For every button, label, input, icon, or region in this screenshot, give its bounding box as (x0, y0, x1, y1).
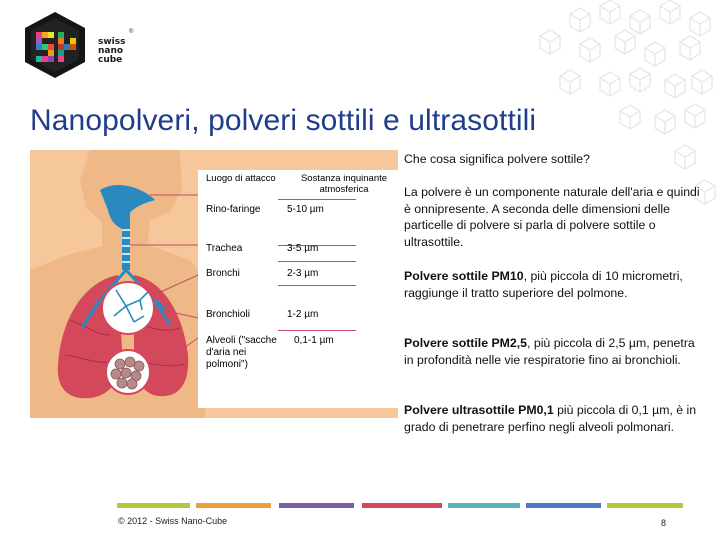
pm10-label: Polvere sottile PM10 (404, 269, 524, 283)
footer-bar-teal (448, 503, 520, 508)
legend-size: 1-2 µm (287, 309, 319, 320)
intro-paragraph: La polvere è un componente naturale dell'aria e quindi è onnipresente. A seconda delle dimensioni delle particelle di polvere si parla di polvere sottile o ultrasottile. (404, 185, 700, 249)
legend-header-site: Luogo di attacco (206, 173, 276, 184)
footer-bar-red (362, 503, 442, 508)
logo-line-swiss: swiss (98, 37, 126, 47)
legend-site: Trachea (206, 243, 243, 254)
swiss-nano-cube-logo (20, 10, 134, 80)
legend-size: 0,1-1 µm (294, 335, 334, 346)
logo-cube-icon (20, 10, 90, 80)
pm25-text: , più piccola di 2,5 µm, penetra in profondità nelle vie respiratorie fino ai bronchioli. (404, 336, 695, 367)
legend-site: Bronchioli (206, 309, 250, 320)
footer-bar-purple (279, 503, 354, 508)
pm01-text: più piccola di 0,1 µm, è in grado di penetrare perfino negli alveoli polmonari. (404, 403, 697, 434)
legend-divider (278, 330, 356, 331)
legend-divider (278, 261, 356, 262)
legend-divider (278, 199, 356, 200)
footer-bar-green (117, 503, 190, 508)
legend-site: Bronchi (206, 268, 240, 279)
footer-copyright: © 2012 - Swiss Nano-Cube (118, 516, 228, 526)
pm25-label: Polvere sottile PM2,5 (404, 336, 528, 350)
figure-legend-panel (198, 170, 398, 408)
registered-mark: ® (129, 29, 134, 35)
logo-wordmark (98, 38, 138, 65)
footer-bar-blue (526, 503, 601, 508)
pm25-paragraph (404, 335, 704, 368)
page-number: 8 (661, 518, 667, 528)
legend-site: Alveoli ("sacche d'aria nei polmoni") (206, 335, 277, 370)
logo-line-cube: cube (98, 55, 123, 65)
footer-bar-green-2 (607, 503, 683, 508)
slide-title: Nanopolveri, polveri sottili e ultrasottili (30, 104, 537, 137)
legend-size: 3-5 µm (287, 243, 319, 254)
pm10-paragraph (404, 268, 704, 301)
question-heading: Che cosa significa polvere sottile? (404, 152, 590, 166)
respiratory-system-figure (30, 150, 398, 418)
pm01-label: Polvere ultrasottile PM0,1 (404, 403, 554, 417)
pm10-text: , più piccola di 10 micrometri, raggiunge il tratto superiore del polmone. (404, 269, 683, 300)
legend-header-substance: Sostanza inquinante atmosferica (300, 173, 388, 195)
legend-divider (278, 285, 356, 286)
legend-size: 2-3 µm (287, 268, 319, 279)
footer-bar-orange (196, 503, 271, 508)
logo-line-nano: nano (98, 46, 124, 56)
pm01-paragraph (404, 402, 704, 435)
legend-size: 5-10 µm (287, 204, 324, 215)
legend-site: Rino-faringe (206, 204, 261, 215)
